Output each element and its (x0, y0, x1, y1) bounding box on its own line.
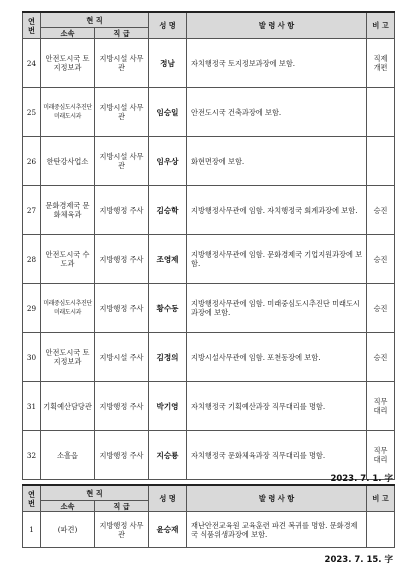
row-affiliation: (파견) (41, 512, 95, 548)
table-row (23, 186, 395, 235)
row-name: 조영제 (149, 235, 187, 284)
table-row (23, 88, 395, 137)
table-row (23, 382, 395, 431)
row-name: 임승일 (149, 88, 187, 137)
row-remark: 승진 (367, 186, 395, 235)
row-name: 윤승재 (149, 512, 187, 548)
row-grade: 지방시설 사무관 (95, 39, 149, 88)
row-grade: 지방시설 사무관 (95, 88, 149, 137)
header-current: 현 직 (41, 12, 149, 28)
header-order: 발 령 사 항 (187, 485, 367, 512)
row-name: 지승룡 (149, 431, 187, 480)
row-name: 박기영 (149, 382, 187, 431)
row-name: 황수동 (149, 284, 187, 333)
row-grade: 지방시설 주사 (95, 333, 149, 382)
row-affiliation: 안전도시국 토지정보과 (41, 39, 95, 88)
row-number: 28 (23, 235, 41, 284)
row-remark: 직무 대리 (367, 382, 395, 431)
row-affiliation: 기획예산담당관 (41, 382, 95, 431)
row-affiliation: 미래중심도시추진단 미래도시과 (41, 284, 95, 333)
row-grade: 지방행정 주사 (95, 186, 149, 235)
row-remark (367, 137, 395, 186)
table-row (23, 512, 395, 548)
row-number: 25 (23, 88, 41, 137)
table-row (23, 137, 395, 186)
row-affiliation: 문화경제국 문화체육과 (41, 186, 95, 235)
row-order: 재난안전교육원 교육훈련 파견 복귀를 명함. 문화경제국 식품위생과장에 보함. (187, 512, 367, 548)
header-no: 연번 (23, 485, 41, 512)
row-number: 30 (23, 333, 41, 382)
row-remark (367, 88, 395, 137)
row-number: 29 (23, 284, 41, 333)
row-affiliation: 안전도시국 수도과 (41, 235, 95, 284)
row-order: 자치행정국 토지정보과장에 보함. (187, 39, 367, 88)
row-name: 정남 (149, 39, 187, 88)
row-remark: 승진 (367, 284, 395, 333)
row-affiliation: 소흘읍 (41, 431, 95, 480)
table-row (23, 235, 395, 284)
row-number: 31 (23, 382, 41, 431)
header-affiliation: 소속 (41, 501, 95, 512)
row-grade: 지방행정 주사 (95, 431, 149, 480)
header-no: 연번 (23, 12, 41, 39)
row-name: 임우상 (149, 137, 187, 186)
row-affiliation: 한탄강사업소 (41, 137, 95, 186)
header-current: 현 직 (41, 485, 149, 501)
header-order: 발 령 사 항 (187, 12, 367, 39)
row-order: 지방행정사무관에 임함. 미래중심도시추진단 미래도시과장에 보함. (187, 284, 367, 333)
row-grade: 지방시설 사무관 (95, 137, 149, 186)
row-remark: 직제 개편 (367, 39, 395, 88)
row-number: 27 (23, 186, 41, 235)
row-number: 24 (23, 39, 41, 88)
row-grade: 지방행정 사무관 (95, 512, 149, 548)
table-row (23, 333, 395, 382)
row-order: 화현면장에 보함. (187, 137, 367, 186)
table-row (23, 284, 395, 333)
row-name: 김승학 (149, 186, 187, 235)
row-grade: 지방행정 주사 (95, 235, 149, 284)
row-order: 지방행정사무관에 임함. 문화경제국 기업지원과장에 보함. (187, 235, 367, 284)
header-name: 성 명 (149, 485, 187, 512)
effective-date-2: 2023. 7. 15. 字 (324, 555, 393, 565)
row-number: 26 (23, 137, 41, 186)
row-order: 자치행정국 기획예산과장 직무대리를 명함. (187, 382, 367, 431)
row-number: 32 (23, 431, 41, 480)
effective-date-1: 2023. 7. 1. 字 (330, 474, 393, 484)
header-remark: 비 고 (367, 12, 395, 39)
row-order: 자치행정국 문화체육과장 직무대리를 명함. (187, 431, 367, 480)
row-remark (367, 512, 395, 548)
header-affiliation: 소속 (41, 28, 95, 39)
row-affiliation: 안전도시국 토지정보과 (41, 333, 95, 382)
row-affiliation: 미래중심도시추진단 미래도시과 (41, 88, 95, 137)
row-order: 지방행정사무관에 임함. 자치행정국 회계과장에 보함. (187, 186, 367, 235)
header-name: 성 명 (149, 12, 187, 39)
row-remark: 승진 (367, 333, 395, 382)
row-number: 1 (23, 512, 41, 548)
row-remark: 직무 대리 (367, 431, 395, 480)
row-grade: 지방행정 주사 (95, 284, 149, 333)
row-grade: 지방행정 주사 (95, 382, 149, 431)
header-grade: 직 급 (95, 28, 149, 39)
header-grade: 직 급 (95, 501, 149, 512)
row-name: 김정의 (149, 333, 187, 382)
table-row (23, 39, 395, 88)
header-remark: 비 고 (367, 485, 395, 512)
appointment-table-2 (22, 484, 395, 548)
row-order: 지방시설사무관에 임함. 포천동장에 보함. (187, 333, 367, 382)
row-remark: 승진 (367, 235, 395, 284)
appointment-table-1 (22, 11, 395, 480)
row-order: 안전도시국 건축과장에 보함. (187, 88, 367, 137)
